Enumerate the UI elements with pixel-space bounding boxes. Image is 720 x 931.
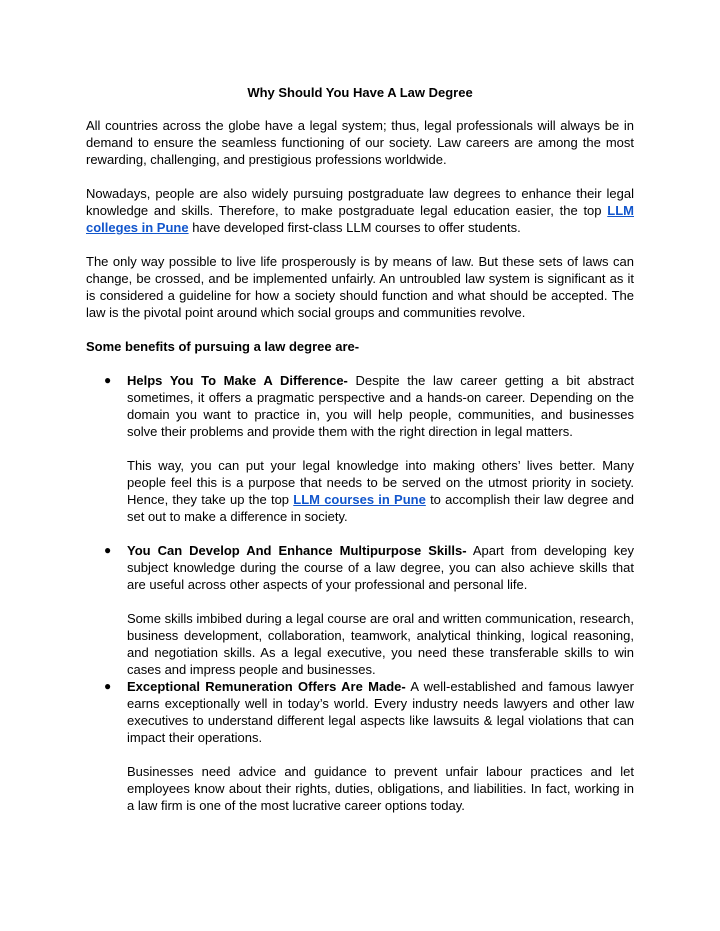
bullet-icon: ● [104, 679, 112, 693]
benefit-1-text: Despite the law career getting a bit abstract sometimes, it offers a pragmatic perspective and a hands-on career. Depending on the domain you want to practice in, you will help people, communities, and businesses solve their problems and provide them with the right direction in legal matters. [127, 373, 634, 439]
law-system-paragraph: The only way possible to live life prosperously is by means of law. But these sets of laws can change, be crossed, and be implemented unfairly. An untroubled law system is significant as it is considered a guideline for how a society should function and what should be accepted. The law is the pivotal point around which social groups and communities revolve. [86, 254, 634, 320]
list-item [104, 678, 634, 814]
benefit-2-lead: You Can Develop And Enhance Multipurpose Skills- [127, 543, 467, 558]
benefit-1-sub-paragraph [127, 457, 634, 525]
benefit-1-sub-after: to accomplish their law degree and set out to make a difference in society. [127, 492, 634, 524]
benefit-2-sub-paragraph: Some skills imbibed during a legal course are oral and written communication, research, business development, collaboration, teamwork, analytical thinking, logical reasoning, and negotiation skills. As a legal executive, you need these transferable skills to win cases and impress people and businesses. [127, 611, 634, 677]
bullet-icon: ● [104, 373, 112, 387]
benefit-3-sub-paragraph: Businesses need advice and guidance to prevent unfair labour practices and let employees know about their rights, duties, obligations, and liabilities. In fact, working in a law firm is one of the most lucrative career options today. [127, 764, 634, 813]
postgraduate-text-before: Nowadays, people are also widely pursuing postgraduate law degrees to enhance their legal knowledge and skills. Therefore, to make postgraduate legal education easier, the top [86, 186, 634, 218]
benefit-3-lead: Exceptional Remuneration Offers Are Made- [127, 679, 406, 694]
intro-paragraph: All countries across the globe have a legal system; thus, legal professionals will always be in demand to ensure the seamless functioning of our society. Law careers are among the most rewarding, challenging, and prestigious professions worldwide. [86, 118, 634, 167]
list-item [104, 372, 634, 525]
document-title: Why Should You Have A Law Degree [247, 85, 473, 100]
llm-colleges-link[interactable]: LLM colleges in Pune [86, 203, 634, 235]
benefit-3-paragraph [127, 678, 634, 746]
postgraduate-paragraph [86, 185, 634, 236]
list-item [104, 542, 635, 678]
benefits-list [86, 372, 634, 814]
benefit-1-lead: Helps You To Make A Difference- [127, 373, 348, 388]
benefits-heading: Some benefits of pursuing a law degree are- [86, 339, 360, 354]
benefit-1-sub-before: This way, you can put your legal knowledge into making others’ lives better. Many people feel this is a purpose that needs to be served on the utmost priority in society. Hence, they take up the top [127, 458, 634, 507]
benefit-2-paragraph [127, 542, 634, 593]
benefit-3-text: A well-established and famous lawyer earns exceptionally well in today’s world. Every industry needs lawyers and other law executives to understand different legal aspects like lawsuits & legal violations that can impact their operations. [127, 679, 634, 745]
llm-courses-link[interactable]: LLM courses in Pune [293, 492, 426, 507]
benefit-2-text: Apart from developing key subject knowledge during the course of a law degree, you can also achieve skills that are useful across other aspects of your professional and personal life. [127, 543, 635, 592]
bullet-icon: ● [104, 543, 112, 557]
postgraduate-text-after: have developed first-class LLM courses to offer students. [188, 220, 521, 235]
benefit-1-paragraph [127, 372, 634, 440]
